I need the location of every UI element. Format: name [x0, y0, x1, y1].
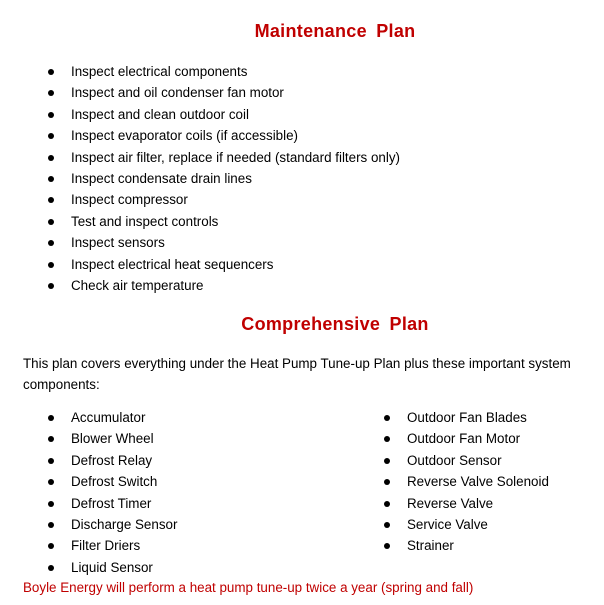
list-item: Defrost Relay — [48, 450, 177, 471]
list-item: Inspect sensors — [48, 232, 400, 253]
list-item: Discharge Sensor — [48, 514, 177, 535]
list-item: Inspect electrical heat sequencers — [48, 254, 400, 275]
list-item: Liquid Sensor — [48, 557, 177, 578]
list-item: Outdoor Sensor — [384, 450, 549, 471]
maintenance-list — [48, 61, 400, 296]
list-item: Blower Wheel — [48, 428, 177, 449]
list-item: Inspect and oil condenser fan motor — [48, 82, 400, 103]
list-item: Defrost Timer — [48, 493, 177, 514]
list-item: Inspect evaporator coils (if accessible) — [48, 125, 400, 146]
list-item: Outdoor Fan Motor — [384, 428, 549, 449]
list-item: Service Valve — [384, 514, 549, 535]
list-item: Inspect condensate drain lines — [48, 168, 400, 189]
list-item: Reverse Valve — [384, 493, 549, 514]
list-item: Reverse Valve Solenoid — [384, 471, 549, 492]
comprehensive-intro: This plan covers everything under the Heat Pump Tune-up Plan plus these important system components: — [23, 356, 571, 392]
list-item: Strainer — [384, 535, 549, 556]
list-item: Accumulator — [48, 407, 177, 428]
list-item: Inspect compressor — [48, 189, 400, 210]
list-item: Filter Driers — [48, 535, 177, 556]
maintenance-plan-heading: Maintenance Plan — [254, 21, 416, 41]
comprehensive-plan-heading: Comprehensive Plan — [241, 314, 429, 334]
list-item: Inspect electrical components — [48, 61, 400, 82]
components-list-left — [48, 407, 177, 578]
components-list-right — [384, 407, 549, 557]
list-item: Defrost Switch — [48, 471, 177, 492]
tune-up-footer-note: Boyle Energy will perform a heat pump tune-up twice a year (spring and fall) — [23, 580, 474, 595]
list-item: Outdoor Fan Blades — [384, 407, 549, 428]
list-item: Inspect air filter, replace if needed (standard filters only) — [48, 147, 400, 168]
list-item: Check air temperature — [48, 275, 400, 296]
list-item: Test and inspect controls — [48, 211, 400, 232]
list-item: Inspect and clean outdoor coil — [48, 104, 400, 125]
